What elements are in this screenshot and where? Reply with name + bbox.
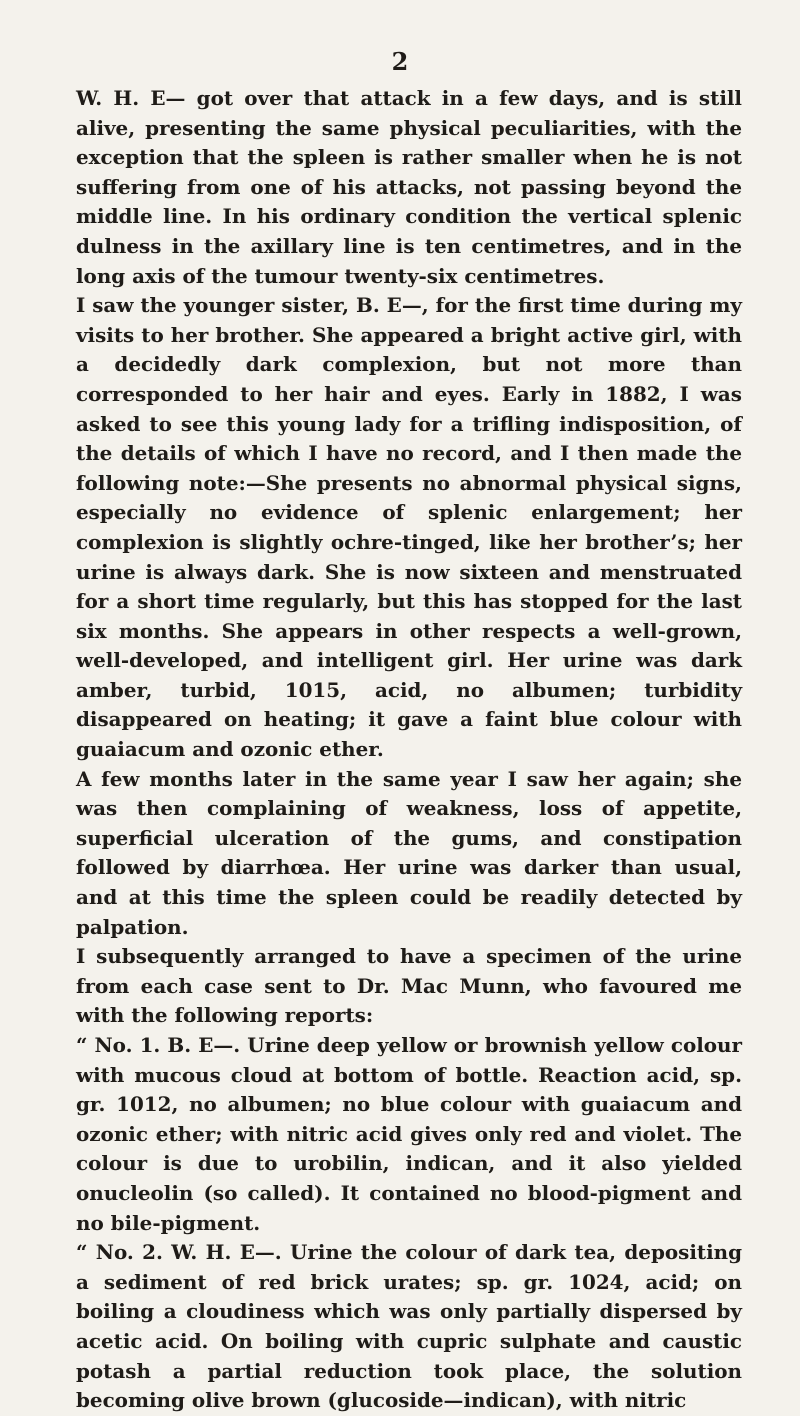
page-number: 2	[391, 47, 409, 76]
paragraph: I saw the younger sister, B. E—, for the first time during my visits to her brother. She appeared a bright active girl, with a decidedly dark complexion, but not more than corresponded to her hair and eyes. Early in 1882, I was asked to see this young lady for a trifling indisposition, of the details of which I have no record, and I then made the following note:—She presents no abnormal physical signs, especially no evidence of splenic enlargement; her complexion is slightly ochre-tinged, like her brother’s; her urine is always dark. She is now sixteen and menstruated for a short time regularly, but this has stopped for the last six months. She appears in other respects a well-grown, well-developed, and intelligent girl. Her urine was dark amber, turbid, 1015, acid, no albumen; turbidity disappeared on heating; it gave a faint blue colour with guaiacum and ozonic ether.	[76, 293, 742, 762]
paragraph: A few months later in the same year I saw her again; she was then complaining of weakness, loss of appetite, superficial ulceration of the gums, and constipation followed by diarrhœa. Her urine was darker than usual, and at this time the spleen could be readily detected by palpation.	[76, 766, 742, 939]
paragraph: “ No. 1. B. E—. Urine deep yellow or brownish yellow colour with mucous cloud at bottom of bottle. Reaction acid, sp. gr. 1012, no albumen; no blue colour with guaiacum and ozonic ether; with nitric acid gives only red and violet. The colour is due to urobilin, indican, and it also yielded onucleolin (so called). It contained no blood-pigment and no bile-pigment.	[76, 1033, 742, 1235]
body-text	[76, 84, 742, 1416]
paragraph: W. H. E— got over that attack in a few days, and is still alive, presenting the same physical peculiarities, with the exception that the spleen is rather smaller when he is not suffering from one of his attacks, not passing beyond the middle line. In his ordinary condition the vertical splenic dulness in the axillary line is ten centimetres, and in the long axis of the tumour twenty-six centimetres.	[76, 86, 742, 288]
paragraph: I subsequently arranged to have a specimen of the urine from each case sent to Dr. Mac Munn, who favoured me with the following reports:	[76, 944, 742, 1028]
paragraph: “ No. 2. W. H. E—. Urine the colour of dark tea, depositing a sediment of red brick urates; sp. gr. 1024, acid; on boiling a cloudiness which was only partially dispersed by acetic acid. On boiling with cupric sulphate and caustic potash a partial reduction took place, the solution becoming olive brown (glucoside—indican), with nitric	[76, 1240, 742, 1413]
